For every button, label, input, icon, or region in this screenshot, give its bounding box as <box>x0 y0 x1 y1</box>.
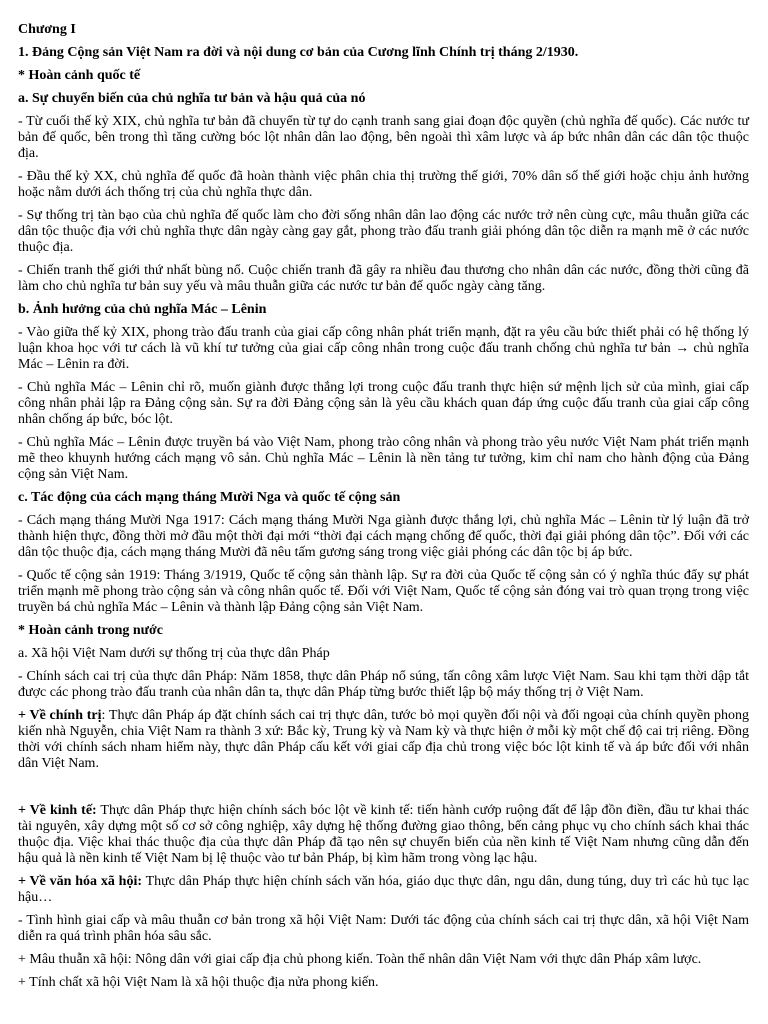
paragraph: - Tình hình giai cấp và mâu thuẫn cơ bản trong xã hội Việt Nam: Dưới tác động của chính sách cai trị thực dân, xã hội Việt Nam diễn ra quá trình phân hóa sâu sắc. <box>18 913 749 944</box>
politics-text: : Thực dân Pháp áp đặt chính sách cai trị thực dân, tước bỏ mọi quyền đối nội và đối ngoại của chính quyền phong kiến nhà Nguyễn, chia Việt Nam ra thành 3 xứ: Bắc kỳ, Trung kỳ và Nam kỳ và thực hiện ở mỗi kỳ một chế độ cai trị riêng. Đồng thời với chính sách nham hiểm này, thực dân Pháp cấu kết với giai cấp địa chủ trong việc bóc lột kinh tế và áp bức đối với nhân dân Việt Nam. <box>18 708 750 771</box>
paragraph: + Mâu thuẫn xã hội: Nông dân với giai cấp địa chủ phong kiến. Toàn thể nhân dân Việt Nam với thực dân Pháp xâm lược. <box>18 952 702 967</box>
paragraph: - Quốc tế cộng sản 1919: Tháng 3/1919, Quốc tế cộng sản thành lập. Sự ra đời của Quốc tế cộng sản có ý nghĩa thúc đẩy sự phát triển mạnh mẽ phong trào cộng sản và công nhân quốc tế. Đối với Việt Nam, Quốc tế cộng sản đóng vai trò quan trọng trong việc truyền bá chủ nghĩa Mác – Lênin và thành lập Đảng cộng sản Việt Nam. <box>18 568 749 615</box>
domestic-subsection-a: a. Xã hội Việt Nam dưới sự thống trị của thực dân Pháp <box>18 646 330 661</box>
culture-label: + Về văn hóa xã hội: <box>18 874 143 889</box>
paragraph: - Cách mạng tháng Mười Nga 1917: Cách mạng tháng Mười Nga giành được thắng lợi, chủ nghĩa Mác – Lênin từ lý luận đã trở thành hiện thực, đồng thời mở đầu một thời đại mới “thời đại cách mạng chống đế quốc, thời đại giải phóng dân tộc”. Đối với các dân tộc thuộc địa, cách mạng tháng Mười đã nêu tấm gương sáng trong việc giải phóng các dân tộc bị áp bức. <box>18 513 749 560</box>
paragraph: - Chủ nghĩa Mác – Lênin chỉ rõ, muốn giành được thắng lợi trong cuộc đấu tranh thực hiện sứ mệnh lịch sử của mình, giai cấp công nhân phải lập ra Đảng cộng sản. Sự ra đời Đảng cộng sản là yêu cầu khách quan đáp ứng cuộc đấu tranh của giai cấp công nhân chống áp bức, bóc lột. <box>18 380 749 427</box>
paragraph: - Từ cuối thế kỷ XIX, chủ nghĩa tư bản đã chuyển từ tự do cạnh tranh sang giai đoạn độc quyền (chủ nghĩa đế quốc). Các nước tư bản đế quốc, bên trong thì tăng cường bóc lột nhân dân lao động, bên ngoài thì xâm lược và áp bức nhân dân các dân tộc thuộc địa. <box>18 114 749 161</box>
economy-text: Thực dân Pháp thực hiện chính sách bóc lột về kinh tế: tiến hành cướp ruộng đất để lập đồn điền, đầu tư khai thác tài nguyên, xây dựng một số cơ sở công nghiệp, xây dựng hệ thống đường giao thông, bến cảng phục vụ cho chính sách khai thác thuộc địa. Việc khai thác thuộc địa của thực dân Pháp đã tạo nên sự chuyển biến của nền kinh tế Việt Nam nhưng cũng dẫn đến hậu quả là nền kinh tế Việt Nam bị lệ thuộc vào tư bản Pháp, bị kìm hãm trong vòng lạc hậu. <box>18 803 749 866</box>
economy-paragraph <box>18 803 749 867</box>
subsection-b-heading: b. Ảnh hưởng của chủ nghĩa Mác – Lênin <box>18 302 267 317</box>
chapter-heading: Chương I <box>18 22 76 37</box>
culture-paragraph <box>18 874 749 906</box>
economy-label: + Về kinh tế: <box>18 803 97 818</box>
paragraph: - Chiến tranh thế giới thứ nhất bùng nổ. Cuộc chiến tranh đã gây ra nhiều đau thương cho nhân dân các nước, đồng thời cũng đã làm cho chủ nghĩa tư bản suy yếu và mâu thuẫn giữa các nước tư bản đế quốc ngày càng tăng. <box>18 263 749 294</box>
paragraph: - Đầu thế kỷ XX, chủ nghĩa đế quốc đã hoàn thành việc phân chia thị trường thế giới, 70% dân số thế giới hoặc chịu ảnh hưởng hoặc nằm dưới ách thống trị của chủ nghĩa thực dân. <box>18 169 749 200</box>
subsection-c-heading: c. Tác động của cách mạng tháng Mười Nga và quốc tế cộng sản <box>18 490 401 505</box>
culture-text: Thực dân Pháp thực hiện chính sách văn hóa, giáo dục thực dân, ngu dân, dung túng, duy trì các hủ tục lạc hậu… <box>18 874 749 905</box>
paragraph: - Chính sách cai trị của thực dân Pháp: Năm 1858, thực dân Pháp nổ súng, tấn công xâm lược Việt Nam. Sau khi tạm thời dập tắt được các phong trào đấu tranh của nhân dân ta, thực dân Pháp từng bước thiết lập bộ máy thống trị ở Việt Nam. <box>18 669 749 700</box>
international-context-heading: * Hoàn cảnh quốc tế <box>18 68 141 83</box>
domestic-context-heading: * Hoàn cảnh trong nước <box>18 623 164 638</box>
section-1-title: 1. Đảng Cộng sản Việt Nam ra đời và nội dung cơ bản của Cương lĩnh Chính trị tháng 2/1930. <box>18 45 579 60</box>
blank-space <box>18 779 749 803</box>
paragraph: - Chủ nghĩa Mác – Lênin được truyền bá vào Việt Nam, phong trào công nhân và phong trào yêu nước Việt Nam phát triển mạnh mẽ theo khuynh hướng cách mạng vô sản. Chủ nghĩa Mác – Lênin là nền tảng tư tưởng, kim chỉ nam cho hành động của Đảng cộng sản Việt Nam. <box>18 435 749 482</box>
politics-paragraph <box>18 708 749 772</box>
paragraph: - Sự thống trị tàn bạo của chủ nghĩa đế quốc làm cho đời sống nhân dân lao động các nước trở nên cùng cực, mâu thuẫn giữa các dân tộc thuộc địa với chủ nghĩa thực dân ngày càng gay gắt, phong trào đấu tranh giải phóng dân tộc diễn ra mạnh mẽ ở các nước thuộc địa. <box>18 208 749 255</box>
document-page <box>18 22 749 998</box>
paragraph: + Tính chất xã hội Việt Nam là xã hội thuộc địa nửa phong kiến. <box>18 975 379 990</box>
politics-label: + Về chính trị <box>18 708 102 723</box>
subsection-a-heading: a. Sự chuyển biến của chủ nghĩa tư bản và hậu quả của nó <box>18 91 366 106</box>
paragraph: - Vào giữa thế kỷ XIX, phong trào đấu tranh của giai cấp công nhân phát triển mạnh, đặt ra yêu cầu bức thiết phải có hệ thống lý luận khoa học với tư cách là vũ khí tư tưởng của giai cấp công nhân trong cuộc đấu tranh chống chủ nghĩa tư bản → chủ nghĩa Mác – Lênin ra đời. <box>18 325 749 372</box>
